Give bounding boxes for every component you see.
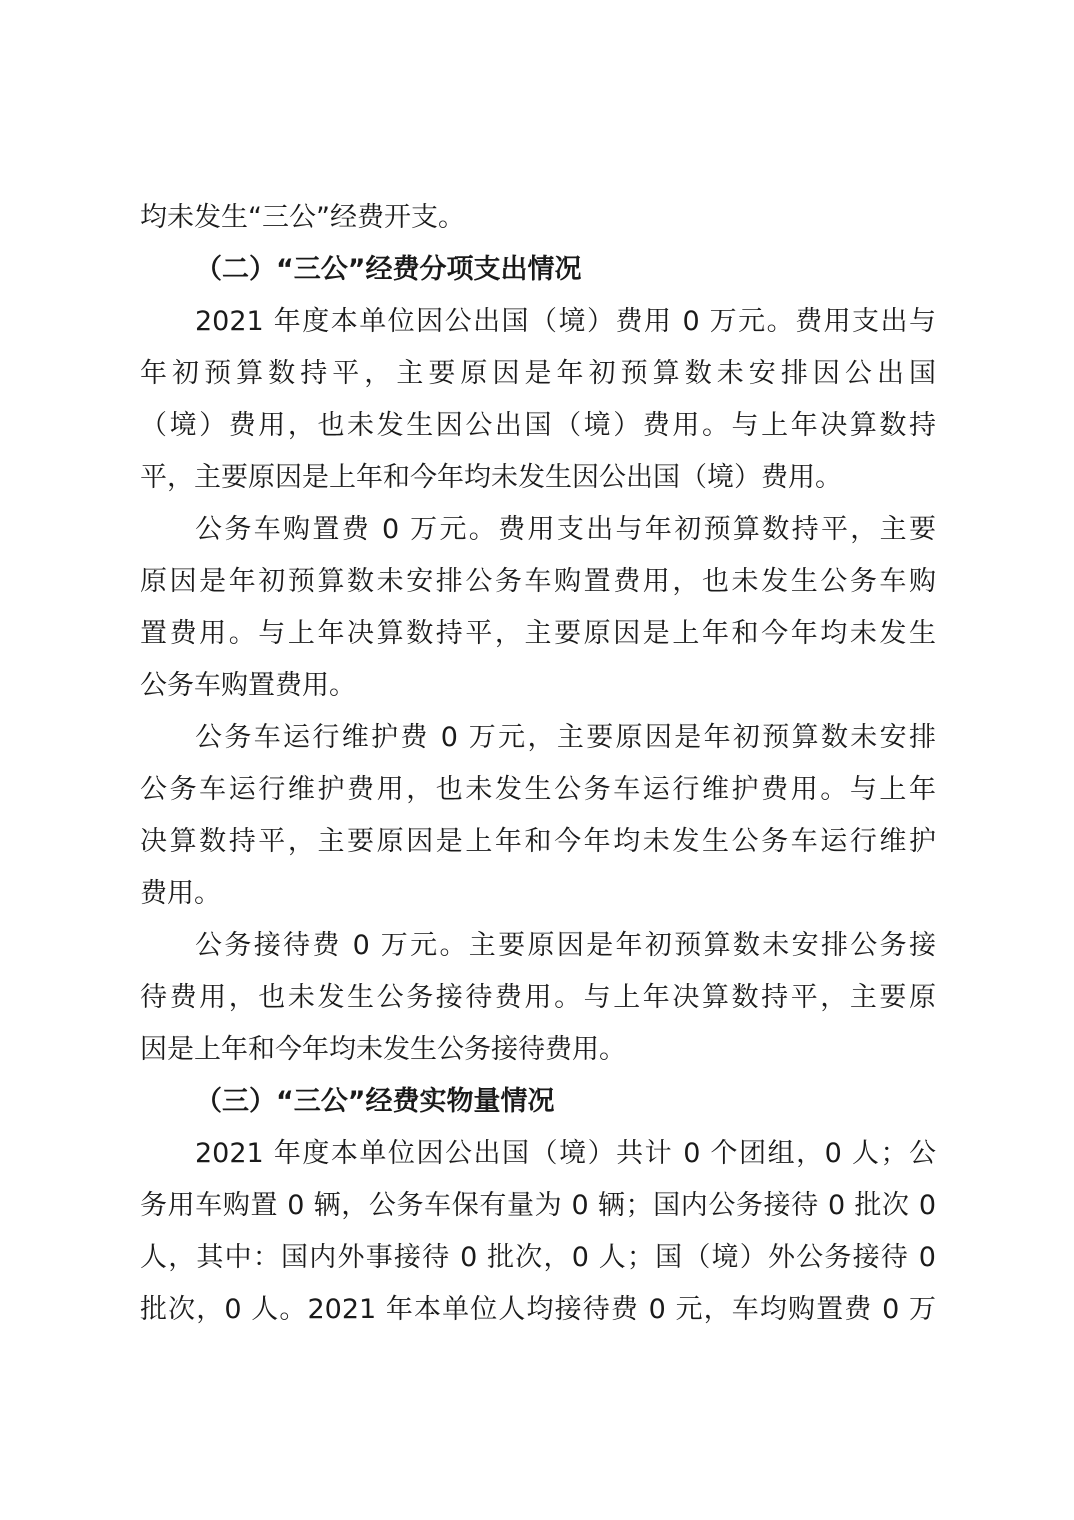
text-line: 原因是年初预算数未安排公务车购置费用，也未发生公务车购 — [140, 566, 936, 597]
text-line: 2021 年度本单位因公出国（境）共计 0 个团组，0 人；公 — [195, 1138, 936, 1169]
text-line: 待费用，也未发生公务接待费用。与上年决算数持平，主要原 — [140, 982, 936, 1013]
section-heading-2: （二）“三公”经费分项支出情况 — [195, 254, 582, 285]
text-line: 平，主要原因是上年和今年均未发生因公出国（境）费用。 — [140, 462, 842, 493]
text-line: 年初预算数持平，主要原因是年初预算数未安排因公出国 — [140, 358, 936, 389]
text-line: 2021 年度本单位因公出国（境）费用 0 万元。费用支出与 — [195, 306, 936, 337]
text-line: 务用车购置 0 辆，公务车保有量为 0 辆；国内公务接待 0 批次 0 — [140, 1190, 936, 1221]
text-line: 公务车购置费 0 万元。费用支出与年初预算数持平，主要 — [195, 514, 936, 545]
text-line: 公务车运行维护费用，也未发生公务车运行维护费用。与上年 — [140, 774, 936, 805]
text-line: 均未发生“三公”经费开支。 — [140, 202, 465, 233]
text-line: 决算数持平，主要原因是上年和今年均未发生公务车运行维护 — [140, 826, 936, 857]
text-line: 批次，0 人。2021 年本单位人均接待费 0 元，车均购置费 0 万 — [140, 1294, 936, 1325]
text-line: 公务接待费 0 万元。主要原因是年初预算数未安排公务接 — [195, 930, 936, 961]
text-line: 因是上年和今年均未发生公务接待费用。 — [140, 1034, 626, 1065]
text-line: 人，其中：国内外事接待 0 批次，0 人；国（境）外公务接待 0 — [140, 1242, 936, 1273]
text-line: 费用。 — [140, 878, 221, 909]
section-heading-3: （三）“三公”经费实物量情况 — [195, 1086, 555, 1117]
text-line: 公务车购置费用。 — [140, 670, 356, 701]
text-line: （境）费用，也未发生因公出国（境）费用。与上年决算数持 — [140, 410, 936, 441]
text-line: 置费用。与上年决算数持平，主要原因是上年和今年均未发生 — [140, 618, 936, 649]
text-line: 公务车运行维护费 0 万元，主要原因是年初预算数未安排 — [195, 722, 936, 753]
